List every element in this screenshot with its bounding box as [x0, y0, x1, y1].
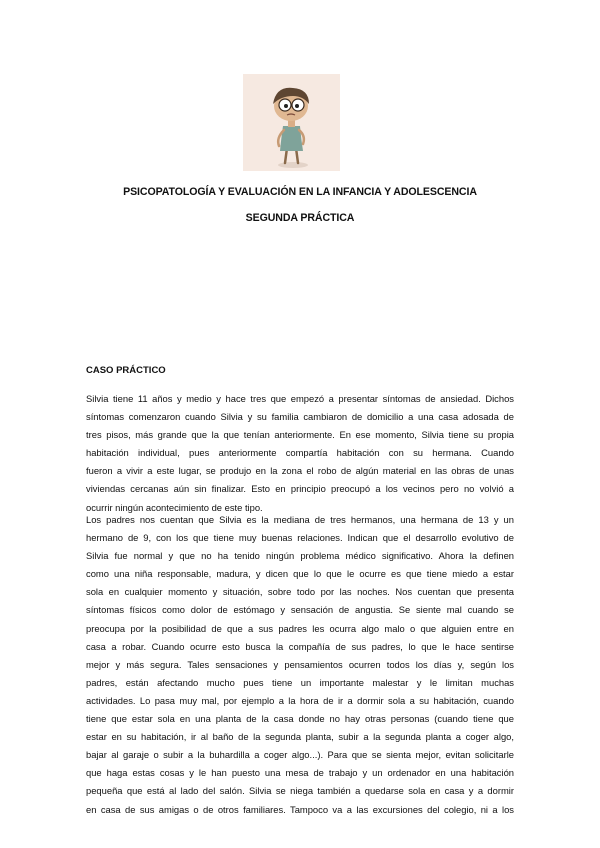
ground-shadow [278, 162, 308, 168]
left-pupil [284, 104, 288, 108]
paragraph-2 [86, 511, 514, 819]
text-line: tres pisos, más grande que la que tenían anteriormente. En ese momento, Silvia tiene su propia [86, 429, 514, 441]
anxious-child-illustration [243, 74, 340, 171]
text-line: Los padres nos cuentan que Silvia es la mediana de tres hermanos, una hermana de 13 y un [86, 514, 514, 525]
text-line: en casa de sus amigas o de otros familiares. Tampoco va a las excursiones del colegio, ni a los [86, 803, 514, 815]
text-line: síntomas comenzaron cuando Silvia y su familia cambiaron de domicilio a una casa adosada de [86, 411, 514, 423]
text-line: padres, están afectando mucho pues tiene un importante malestar y le limitan muchas [86, 676, 514, 688]
document-title: PSICOPATOLOGÍA Y EVALUACIÓN EN LA INFANCIA Y ADOLESCENCIA [123, 186, 477, 198]
document-subtitle: SEGUNDA PRÁCTICA [245, 212, 355, 224]
text-line: ocurrir ningún acontecimiento de este tipo. [86, 501, 263, 513]
text-line: casa a robar. Cuando ocurre esto busca la compañía de sus padres, lo que le hace sentirse [86, 640, 514, 652]
section-heading: CASO PRÁCTICO [86, 365, 166, 376]
text-line: síntomas físicos como dolor de estómago y sensación de angustia. Se siente mal cuando se [86, 604, 514, 616]
text-line: que haga estas cosas y le han puesto una mesa de trabajo y un ordenador en una habitación [86, 767, 514, 779]
text-line: estar en su habitación, ir al baño de la segunda planta, subir a la segunda planta a coger algo, [86, 731, 514, 743]
text-line: como una niña responsable, madura, y dicen que lo que le ocurre es que tiene miedo a estar [86, 568, 514, 580]
text-line: pequeña que está al lado del salón. Silvia se niega también a quedarse sola en casa y a dormir [86, 785, 514, 797]
text-line: sola en cualquier momento y situación, sobre todo por las noches. Nos cuentan que presenta [86, 586, 514, 598]
text-line: fueron a vivir a este lugar, se produjo en la zona el robo de algún material en las obras de unas [86, 465, 514, 477]
text-line: tiene que estar sola en una planta de la casa donde no hay otras personas (cuando tiene que [86, 713, 514, 725]
text-line: viviendas cercanas aún sin finalizar. Esto en principio preocupó a los vecinos pero no volvió a [86, 483, 514, 495]
text-line: bajar al garaje o subir a la buhardilla a coger algo...). Para que se sienta mejor, evitan solicitarle [86, 749, 514, 761]
text-line: mejor y más segura. Tales sensaciones y pensamientos ocurren todos los días y, según los [86, 658, 514, 670]
text-line: preocupa por la posibilidad de que a sus padres les ocurra algo malo o que alguien entre en [86, 622, 514, 634]
text-line: hermano de 9, con los que tiene muy buenas relaciones. Indican que el desarrollo evolutivo de [86, 532, 514, 544]
text-line: actividades. Lo pasa muy mal, por ejemplo a la hora de ir a dormir sola a su habitación, cuando [86, 694, 514, 706]
text-line: Silvia tiene 11 años y medio y hace tres que empezó a presentar síntomas de ansiedad. Dichos [86, 393, 514, 404]
paragraph-1 [86, 390, 514, 517]
right-pupil [295, 104, 299, 108]
text-line: habitación individual, pues anteriormente compartía habitación con su hermana. Cuando [86, 447, 514, 459]
text-line: Silvia fue normal y que no ha tenido ningún problema médico significativo. Ahora la definen [86, 550, 514, 562]
